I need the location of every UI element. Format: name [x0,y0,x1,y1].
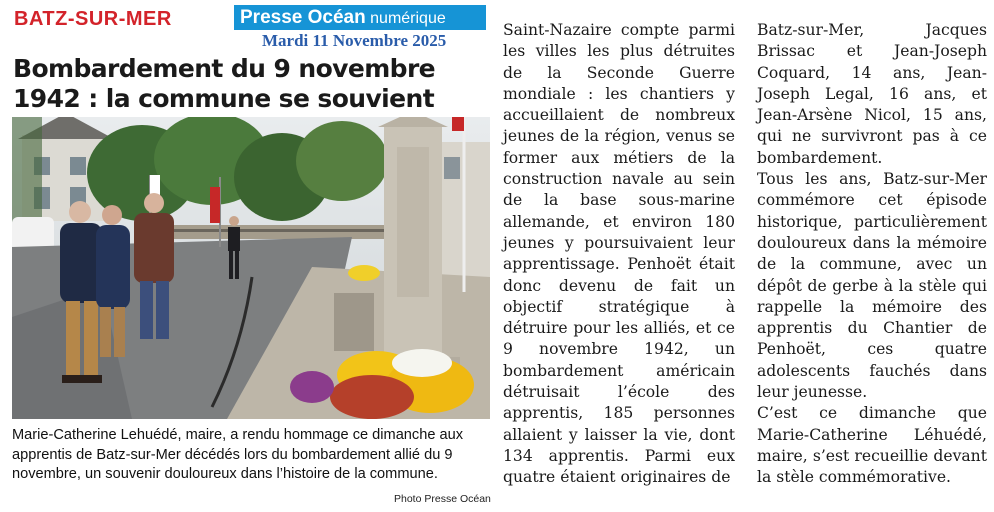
body-paragraph-victims: Batz-sur-Mer, Jacques Brissac et Jean-Joseph Coquard, 14 ans, Jean-Joseph Legal, 16 ans, et Jean-Arsène Nicol, 15 ans, qui ne survivront pas à ce bombardement. [757,21,987,167]
body-paragraph-mayor: C’est ce dimanche que Marie-Catherine Léhuédé, maire, s’est recueillie devant la stèle commémorative. [757,404,987,487]
body-column-1: Saint-Nazaire compte parmi les villes les plus détruites de la Seconde Guerre mondiale : les chantiers y accueillaient de nombreux jeunes de la région, venus se former aux métiers de la construction navale au sein de la base sous-marine allemande, et environ 180 jeunes y poursuivaient leur apprentissage. Penhoët était donc devenu de fait un objectif stratégique à détruire pour les alliés, et ce 9 novembre 1942, un bombardement américain détruisait l’école des apprentis, 185 personnes allaient y laisser la vie, dont 134 apprentis. Parmi eux quatre étaient originaires de [503,21,735,487]
edition-date: Mardi 11 Novembre 2025 [262,31,447,50]
ceremony-photo-illustration [12,117,490,419]
article-photo [12,117,490,419]
brand-name: Presse Océan [240,7,366,28]
body-column-2 [757,20,987,489]
brand-suffix: numérique [365,10,446,27]
article-headline: Bombardement du 9 novembre 1942 : la commune se souvient [13,54,436,113]
brand-banner [234,5,486,30]
section-kicker: BATZ-SUR-MER [14,8,172,30]
photo-caption: Marie-Catherine Lehuédé, maire, a rendu hommage ce dimanche aux apprentis de Batz-sur-Mer décédés lors du bombardement allié du 9 novembre, un souvenir douloureux dans l’histoire de la commune. [12,427,464,482]
body-paragraph-commemoration: Tous les ans, Batz-sur-Mer commémore cet épisode historique, particulièrement douloureux dans la mémoire de la commune, avec un dépôt de gerbe à la stèle qui rappelle la mémoire des apprentis du Chantier de Penhoët, ces quatre adolescents fauchés dans leur jeunesse. [757,170,987,402]
photo-credit: Photo Presse Océan [394,493,491,505]
